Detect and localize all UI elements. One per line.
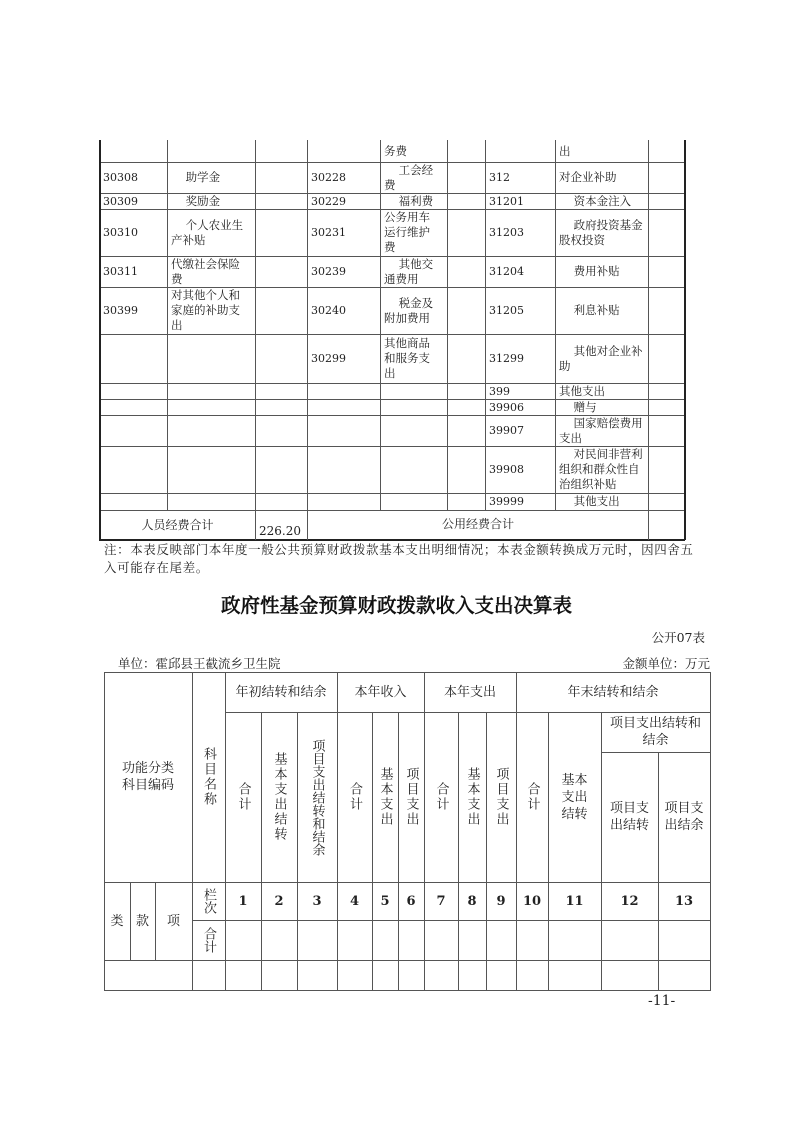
column-divider (485, 140, 486, 510)
detail-cell: 39906 (489, 400, 524, 414)
column-divider (255, 140, 256, 540)
header-lanci: 栏次 (201, 888, 216, 914)
detail-cell (649, 162, 684, 193)
header-begin-total: 合计 (235, 782, 251, 812)
data-value (337, 960, 372, 990)
detail-cell: 31205 (489, 304, 524, 317)
detail-cell (381, 383, 447, 399)
detail-cell (168, 399, 255, 415)
detail-cell (649, 415, 684, 446)
detail-cell: 其他支出 (559, 383, 605, 398)
data-value (658, 960, 710, 990)
total-cell (424, 920, 458, 960)
detail-cell (448, 446, 485, 493)
data-value (297, 960, 337, 990)
detail-cell (448, 493, 485, 510)
personnel-total-value: 226.20 (259, 523, 301, 538)
detail-cell: 31203 (489, 226, 524, 239)
detail-cell (256, 383, 307, 399)
column-number: 1 (238, 893, 248, 909)
row-divider (99, 493, 684, 494)
header-kuan: 款 (135, 913, 149, 929)
detail-cell (100, 334, 167, 383)
public-total-label: 公用经费合计 (441, 516, 514, 531)
amount-unit-label: 金额单位：万元 (622, 656, 710, 671)
total-cell (601, 920, 658, 960)
detail-cell: 30228 (311, 171, 346, 184)
detail-cell (649, 446, 684, 493)
detail-cell: 对企业补助 (559, 170, 617, 184)
detail-cell: 30311 (103, 265, 138, 278)
column-number: 13 (674, 893, 694, 909)
detail-cell (649, 209, 684, 256)
header-xiang: 项 (166, 913, 180, 929)
detail-cell (486, 140, 555, 162)
detail-cell: 31204 (489, 265, 524, 278)
detail-cell (308, 493, 380, 510)
header-expense-project: 项目支出 (493, 767, 509, 827)
data-value (398, 960, 424, 990)
row-divider (99, 209, 684, 210)
detail-cell (168, 446, 255, 493)
total-cell (658, 920, 710, 960)
detail-cell: 资本金注入 (559, 193, 632, 208)
detail-cell: 30239 (311, 265, 346, 278)
data-value (458, 960, 486, 990)
column-number: 8 (467, 893, 477, 909)
detail-cell (649, 334, 684, 383)
row-divider (99, 162, 684, 163)
column-divider (167, 140, 168, 510)
total-cell (261, 920, 297, 960)
detail-cell (256, 415, 307, 446)
column-divider (684, 140, 686, 540)
detail-cell (256, 256, 307, 287)
detail-cell (381, 399, 447, 415)
detail-cell: 30399 (103, 304, 138, 317)
total-cell (486, 920, 516, 960)
header-subject-name: 科目名称 (201, 747, 216, 807)
detail-cell (448, 193, 485, 209)
detail-cell: 奖励金 (171, 193, 221, 208)
total-cell (372, 920, 398, 960)
detail-cell: 公务用车 运行维护 费 (384, 210, 430, 254)
detail-cell (448, 140, 485, 162)
detail-cell: 其他支出 (559, 494, 620, 508)
detail-cell: 31299 (489, 352, 524, 365)
header-begin-project: 项目支出结转和结余 (309, 738, 325, 856)
detail-cell (649, 399, 684, 415)
header-end-project-carry: 项目支 出结转 (609, 801, 649, 833)
detail-cell: 代缴社会保险 费 (171, 256, 240, 286)
detail-cell (100, 383, 167, 399)
detail-cell: 39907 (489, 424, 524, 437)
header-lei: 类 (110, 913, 124, 929)
page-number: -11- (648, 993, 676, 1009)
fund-table-title: 政府性基金预算财政拨款收入支出决算表 (220, 594, 572, 617)
column-divider (99, 140, 101, 540)
data-code (104, 960, 192, 990)
column-divider (555, 140, 556, 510)
header-income-total: 合计 (347, 782, 362, 812)
detail-cell: 其他对企业补 助 (559, 343, 643, 373)
detail-cell (256, 287, 307, 334)
header-end-total: 合计 (524, 782, 540, 812)
row-divider (99, 256, 684, 257)
detail-cell (168, 334, 255, 383)
detail-cell: 39999 (489, 495, 524, 508)
detail-cell: 政府投资基金 股权投资 (559, 217, 643, 247)
grid-line (710, 672, 711, 990)
data-value (516, 960, 548, 990)
column-number: 11 (565, 893, 584, 909)
detail-cell (100, 415, 167, 446)
detail-cell: 出 (559, 143, 571, 158)
detail-cell (256, 446, 307, 493)
header-expense: 本年支出 (443, 684, 496, 700)
column-number: 4 (349, 893, 360, 909)
detail-cell (256, 140, 307, 162)
row-divider (99, 415, 684, 416)
total-cell (548, 920, 601, 960)
detail-cell (381, 493, 447, 510)
detail-cell: 30310 (103, 226, 138, 239)
data-value (225, 960, 261, 990)
header-expense-basic: 基本支出 (464, 767, 480, 827)
total-cell (516, 920, 548, 960)
detail-cell (448, 209, 485, 256)
data-value (424, 960, 458, 990)
detail-cell (256, 399, 307, 415)
column-number: 6 (406, 893, 416, 909)
detail-cell: 30309 (103, 194, 138, 208)
detail-cell: 39908 (489, 463, 524, 476)
column-number: 2 (274, 893, 284, 909)
column-number: 5 (380, 893, 390, 909)
detail-cell (448, 415, 485, 446)
detail-cell: 个人农业生 产补贴 (171, 217, 244, 247)
detail-cell (649, 140, 684, 162)
row-divider (99, 383, 684, 384)
detail-cell (308, 383, 380, 399)
table-note: 注：本表反映部门本年度一般公共预算财政拨款基本支出明细情况；本表金额转换成万元时，因四舍五入可能存在尾差。 (104, 542, 694, 575)
column-divider (307, 140, 308, 540)
detail-cell: 费用补贴 (559, 264, 620, 278)
detail-cell: 福利费 (384, 193, 434, 208)
detail-cell (168, 415, 255, 446)
column-number: 7 (436, 893, 446, 909)
detail-cell: 30299 (311, 352, 346, 365)
detail-cell (256, 334, 307, 383)
column-divider (648, 140, 649, 540)
data-value (261, 960, 297, 990)
total-cell (398, 920, 424, 960)
detail-cell: 利息补贴 (559, 303, 620, 317)
detail-cell: 赠与 (559, 399, 597, 414)
detail-cell: 其他交 通费用 (384, 256, 434, 286)
data-value (548, 960, 601, 990)
detail-cell (100, 446, 167, 493)
detail-cell (256, 162, 307, 193)
detail-cell: 31201 (489, 194, 524, 208)
detail-cell: 国家赔偿费用 支出 (559, 415, 643, 445)
column-divider (447, 140, 448, 510)
detail-cell (649, 256, 684, 287)
row-divider (99, 446, 684, 447)
detail-cell: 30308 (103, 171, 138, 184)
column-number: 12 (620, 893, 639, 909)
detail-cell: 其他商品 和服务支 出 (384, 336, 430, 380)
total-cell (225, 920, 261, 960)
detail-cell (100, 399, 167, 415)
detail-cell (308, 399, 380, 415)
detail-cell (448, 399, 485, 415)
row-divider (99, 334, 684, 335)
detail-cell (256, 493, 307, 510)
header-income-project: 项目支出 (403, 767, 419, 827)
detail-cell (381, 446, 447, 493)
detail-cell (448, 383, 485, 399)
personnel-total-label: 人员经费合计 (141, 517, 214, 532)
detail-cell (256, 209, 307, 256)
detail-cell (381, 415, 447, 446)
detail-cell (168, 140, 255, 162)
header-end-project-group: 项目支出结转和 结余 (609, 716, 701, 748)
detail-cell (168, 383, 255, 399)
header-income-basic: 基本支出 (377, 767, 393, 827)
detail-cell: 对其他个人和 家庭的补助支 出 (171, 288, 240, 332)
row-divider (99, 193, 684, 194)
header-expense-total: 合计 (433, 782, 449, 812)
detail-cell: 30231 (311, 226, 346, 239)
detail-cell: 助学金 (171, 170, 221, 184)
detail-cell (308, 446, 380, 493)
detail-cell (308, 415, 380, 446)
detail-cell (168, 493, 255, 510)
data-name-cell (192, 960, 225, 990)
row-divider (99, 287, 684, 288)
column-divider (380, 140, 381, 510)
public-total-value (649, 510, 684, 540)
detail-cell (256, 193, 307, 209)
row-divider (99, 399, 684, 400)
total-cell (297, 920, 337, 960)
detail-cell: 工会经 费 (384, 162, 434, 192)
detail-cell (448, 287, 485, 334)
header-end-balance: 年末结转和结余 (567, 684, 659, 700)
detail-cell (448, 256, 485, 287)
header-end-basic: 基本 支出 结转 (561, 772, 588, 822)
detail-cell: 对民间非营利 组织和群众性自 治组织补贴 (559, 447, 643, 491)
detail-cell (100, 493, 167, 510)
header-begin-balance: 年初结转和结余 (235, 684, 327, 700)
detail-cell (448, 334, 485, 383)
column-number: 9 (496, 893, 506, 909)
column-number: 10 (522, 893, 542, 909)
header-func-code: 功能分类 科目编码 (121, 761, 174, 793)
detail-cell (649, 493, 684, 510)
detail-cell: 税金及 附加费用 (384, 295, 434, 325)
header-heji: 合计 (201, 927, 216, 953)
detail-cell (308, 140, 380, 162)
data-value (486, 960, 516, 990)
detail-cell (649, 383, 684, 399)
detail-cell: 务费 (384, 143, 407, 158)
form-number: 公开07表 (651, 630, 705, 645)
total-cell (458, 920, 486, 960)
header-income: 本年收入 (354, 684, 407, 700)
header-begin-basic: 基本支出结转 (271, 752, 287, 842)
column-number: 3 (312, 893, 322, 909)
detail-cell: 30240 (311, 304, 346, 317)
detail-cell (100, 140, 167, 162)
data-value (372, 960, 398, 990)
detail-cell (649, 287, 684, 334)
header-end-project-balance: 项目支 出结余 (664, 801, 704, 833)
total-cell (337, 920, 372, 960)
data-value (601, 960, 658, 990)
unit-label: 单位：霍邱县王截流乡卫生院 (118, 656, 281, 671)
grid-line (104, 990, 711, 991)
detail-cell: 399 (489, 384, 510, 398)
detail-cell (448, 162, 485, 193)
detail-cell (649, 193, 684, 209)
detail-cell: 30229 (311, 194, 346, 208)
detail-cell: 312 (489, 171, 510, 184)
